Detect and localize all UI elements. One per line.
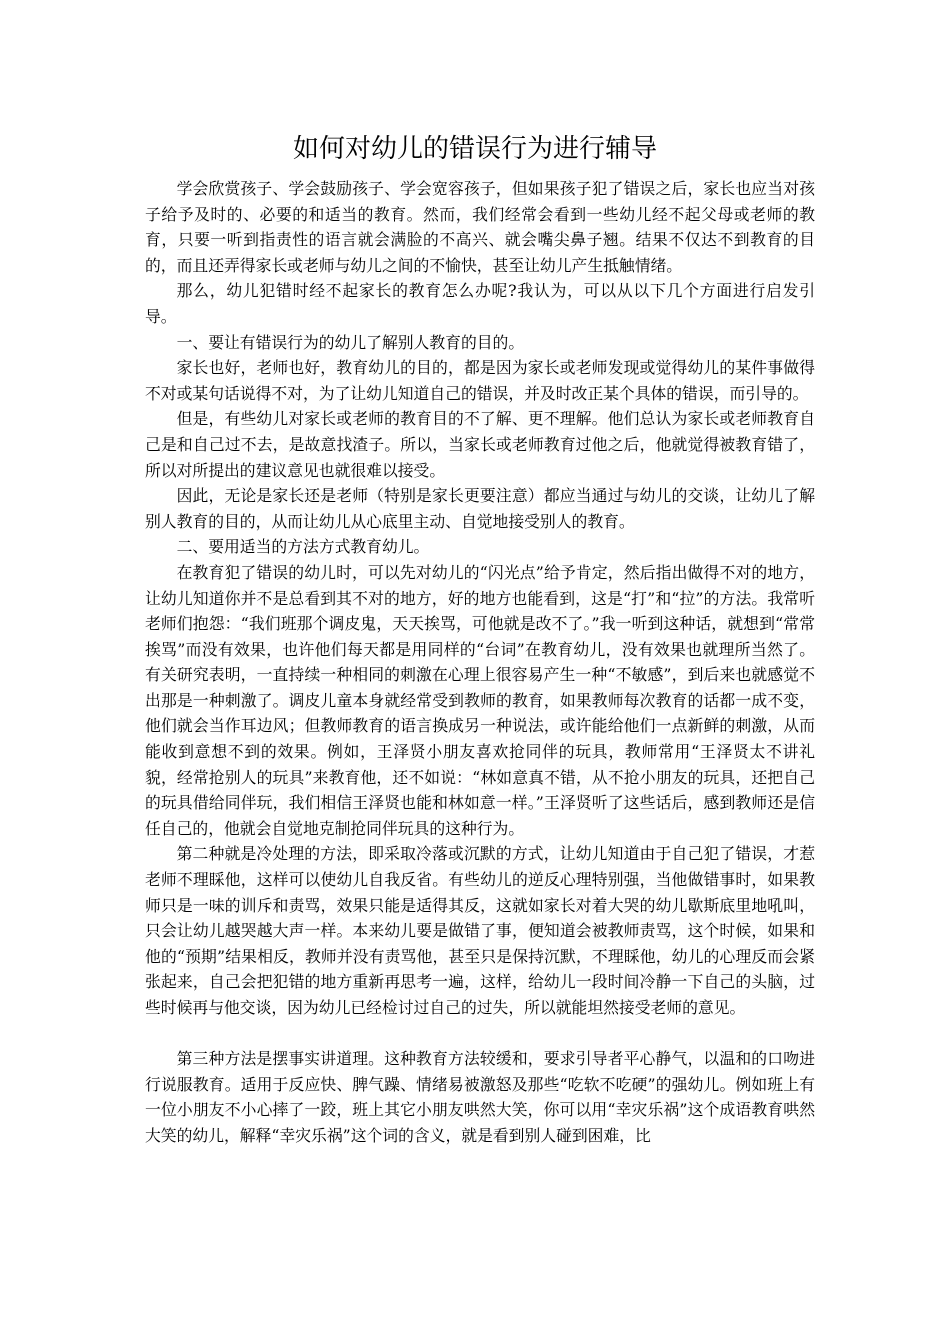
section-heading: 二、要用适当的方法方式教育幼儿。 <box>176 537 430 557</box>
paragraph: 第二种就是冷处理的方法，即采取冷落或沉默的方式，让幼儿知道由于自己犯了错误，才惹老师不理睬他，这样可以使幼儿自我反省。有些幼儿的逆反心理特别强，当他做错事时，如果教师只是一味的训斥和责骂，效果只能是适得其反，这就如家长对着大哭的幼儿歇斯底里地吼叫，只会让幼儿越哭越大声一样。本来幼儿要是做错了事，便知道会被教师责骂，这个时候，如果和他的“预期”结果相反，教师并没有责骂他，甚至只是保持沉默，不理睬他，幼儿的心理反而会紧张起来，自己会把犯错的地方重新再思考一遍，这样，给幼儿一段时间冷静一下自己的头脑，过些时候再与他交谈，因为幼儿已经检讨过自己的过失，所以就能坦然接受老师的意见。 <box>145 844 815 1017</box>
paragraph: 但是，有些幼儿对家长或老师的教育目的不了解、更不理解。他们总认为家长或老师教育自己是和自己过不去，是故意找渣子。所以，当家长或老师教育过他之后，他就觉得被教育错了，所以对所提出的建议意见也就很难以接受。 <box>145 409 815 480</box>
section-heading: 一、要让有错误行为的幼儿了解别人教育的目的。 <box>176 332 525 352</box>
paragraph: 那么，幼儿犯错时经不起家长的教育怎么办呢?我认为，可以从以下几个方面进行启发引导。 <box>145 281 815 326</box>
paragraph: 学会欣赏孩子、学会鼓励孩子、学会宽容孩子，但如果孩子犯了错误之后，家长也应当对孩子给予及时的、必要的和适当的教育。然而，我们经常会看到一些幼儿经不起父母或老师的教育，只要一听到指责性的语言就会满脸的不高兴、就会嘴尖鼻子翘。结果不仅达不到教育的目的，而且还弄得家长或老师与幼儿之间的不愉快，甚至让幼儿产生抵触情绪。 <box>145 179 815 275</box>
paragraph: 在教育犯了错误的幼儿时，可以先对幼儿的“闪光点”给予肯定，然后指出做得不对的地方，让幼儿知道你并不是总看到其不对的地方，好的地方也能看到，这是“打”和“拉”的方法。我常听老师们抱怨：“我们班那个调皮鬼，天天挨骂，可他就是改不了。”我一听到这种话，就想到“常常挨骂”而没有效果，也许他们每天都是用同样的“台词”在教育幼儿，没有效果也就理所当然了。有关研究表明，一直持续一种相同的刺激在心理上很容易产生一种“不敏感”，到后来也就感觉不出那是一种刺激了。调皮儿童本身就经常受到教师的教育，如果教师每次教育的话都一成不变，他们就会当作耳边风；但教师教育的语言换成另一种说法，或许能给他们一点新鲜的刺激，从而能收到意想不到的效果。例如，王泽贤小朋友喜欢抢同伴的玩具，教师常用“王泽贤太不讲礼貌，经常抢别人的玩具”来教育他，还不如说：“林如意真不错，从不抢小朋友的玩具，还把自己的玩具借给同伴玩，我们相信王泽贤也能和林如意一样。”王泽贤听了这些话后，感到教师还是信任自己的，他就会自觉地克制抢同伴玩具的这种行为。 <box>145 562 815 838</box>
paragraph: 第三种方法是摆事实讲道理。这种教育方法较缓和，要求引导者平心静气，以温和的口吻进行说服教育。适用于反应快、脾气躁、情绪易被激怒及那些“吃软不吃硬”的强幼儿。例如班上有一位小朋友不小心摔了一跤，班上其它小朋友哄然大笑，你可以用“幸灾乐祸”这个成语教育哄然大笑的幼儿，解释“幸灾乐祸”这个词的含义，就是看到别人碰到困难，比 <box>145 1049 815 1145</box>
paragraph: 家长也好，老师也好，教育幼儿的目的，都是因为家长或老师发现或觉得幼儿的某件事做得不对或某句话说得不对，为了让幼儿知道自己的错误，并及时改正某个具体的错误，而引导的。 <box>145 358 815 403</box>
document-title: 如何对幼儿的错误行为进行辅导 <box>292 134 657 164</box>
document-body <box>145 176 815 1149</box>
paragraph: 因此，无论是家长还是老师（特别是家长更要注意）都应当通过与幼儿的交谈，让幼儿了解别人教育的目的，从而让幼儿从心底里主动、自觉地接受别人的教育。 <box>145 486 815 531</box>
